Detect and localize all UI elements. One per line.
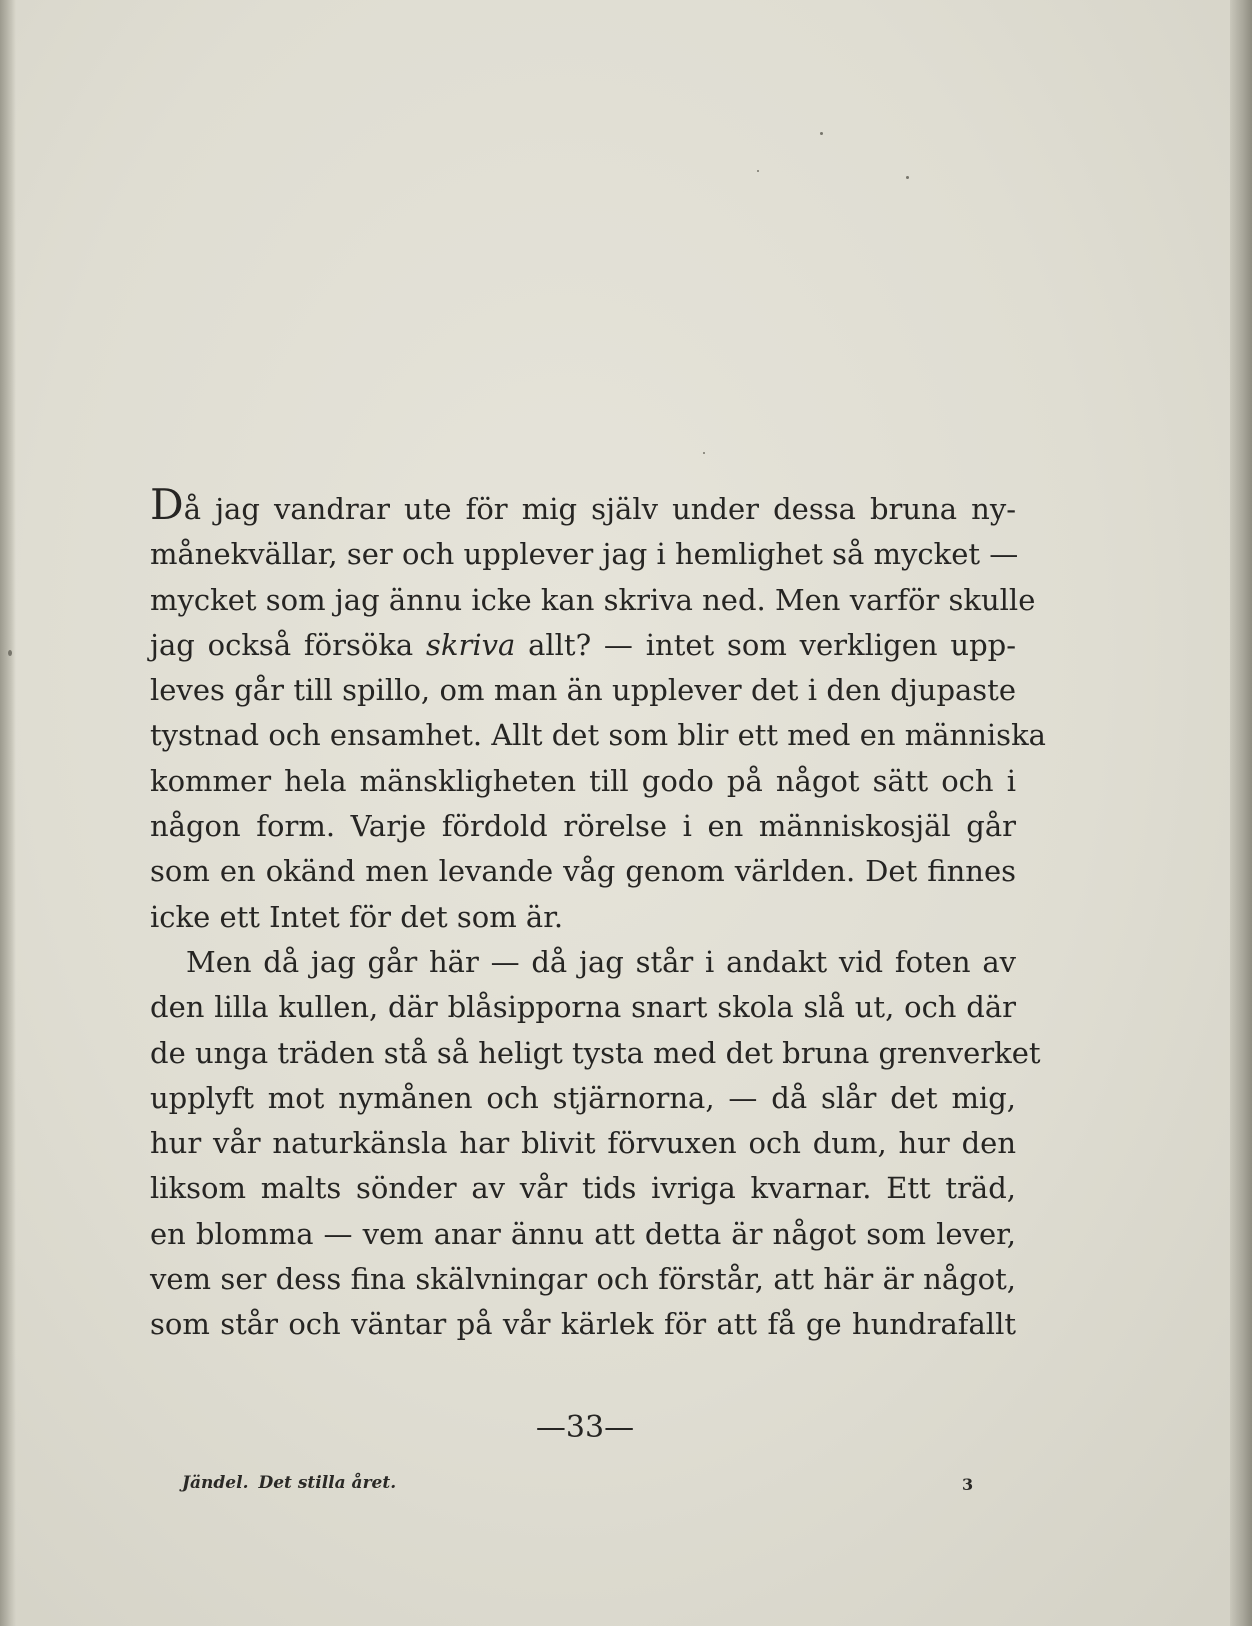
page-left-edge — [0, 0, 16, 1626]
paper-speck — [8, 650, 12, 656]
paper-speck — [820, 132, 823, 135]
footer-signature-line — [182, 1473, 396, 1493]
emphasis-word: skriva — [426, 627, 516, 662]
text-line: Men då jag går här — då jag står i andakt vid foten av — [186, 944, 1016, 979]
text-line: vem ser dess fina skälvningar och förstår, att här är något, — [150, 1262, 1016, 1297]
text-line: kommer hela mänskligheten till godo på något sätt och i — [150, 763, 1016, 798]
text-line: tystnad och ensamhet. Allt det som blir ett med en människa — [150, 718, 1046, 753]
text-line: någon form. Varje fördold rörelse i en människosjäl går — [150, 809, 1016, 844]
footer-author: Jändel. — [182, 1473, 249, 1493]
paper-speck — [906, 176, 909, 179]
page-number: —33— — [535, 1410, 635, 1445]
text-line: en blomma — vem anar ännu att detta är något som lever, — [150, 1216, 1016, 1251]
text-line: liksom malts sönder av vår tids ivriga kvarnar. Ett träd, — [150, 1171, 1016, 1206]
text-line: de unga träden stå så heligt tysta med det bruna grenverket — [150, 1035, 1041, 1070]
text-line: jag också försöka skriva allt? — intet som verkligen upp- — [150, 627, 1016, 662]
text-line: den lilla kullen, där blåsipporna snart skola slå ut, och där — [150, 990, 1016, 1025]
text-line: upplyft mot nymånen och stjärnorna, — då slår det mig, — [150, 1080, 1016, 1115]
body-text — [150, 480, 1046, 1348]
text-line: som står och väntar på vår kärlek för att få ge hundrafallt — [150, 1307, 1016, 1342]
drop-cap: D — [150, 480, 184, 529]
text-line: som en okänd men levande våg genom världen. Det finnes — [150, 854, 1016, 889]
paper-speck — [703, 452, 705, 454]
text-line: icke ett Intet för det som är. — [150, 899, 564, 934]
text-line: Då jag vandrar ute för mig själv under dessa bruna ny- — [150, 480, 1016, 529]
page-right-edge — [1230, 0, 1252, 1626]
text-line: månekvällar, ser och upplever jag i hemlighet så mycket — — [150, 537, 1019, 572]
text-line: hur vår naturkänsla har blivit förvuxen och dum, hur den — [150, 1126, 1016, 1161]
text-line: leves går till spillo, om man än upplever det i den djupaste — [150, 673, 1016, 708]
signature-mark: 3 — [962, 1475, 974, 1494]
paper-speck — [757, 170, 759, 172]
text-line: mycket som jag ännu icke kan skriva ned. Men varför skulle — [150, 582, 1036, 617]
footer-title: Det stilla året. — [258, 1473, 397, 1493]
